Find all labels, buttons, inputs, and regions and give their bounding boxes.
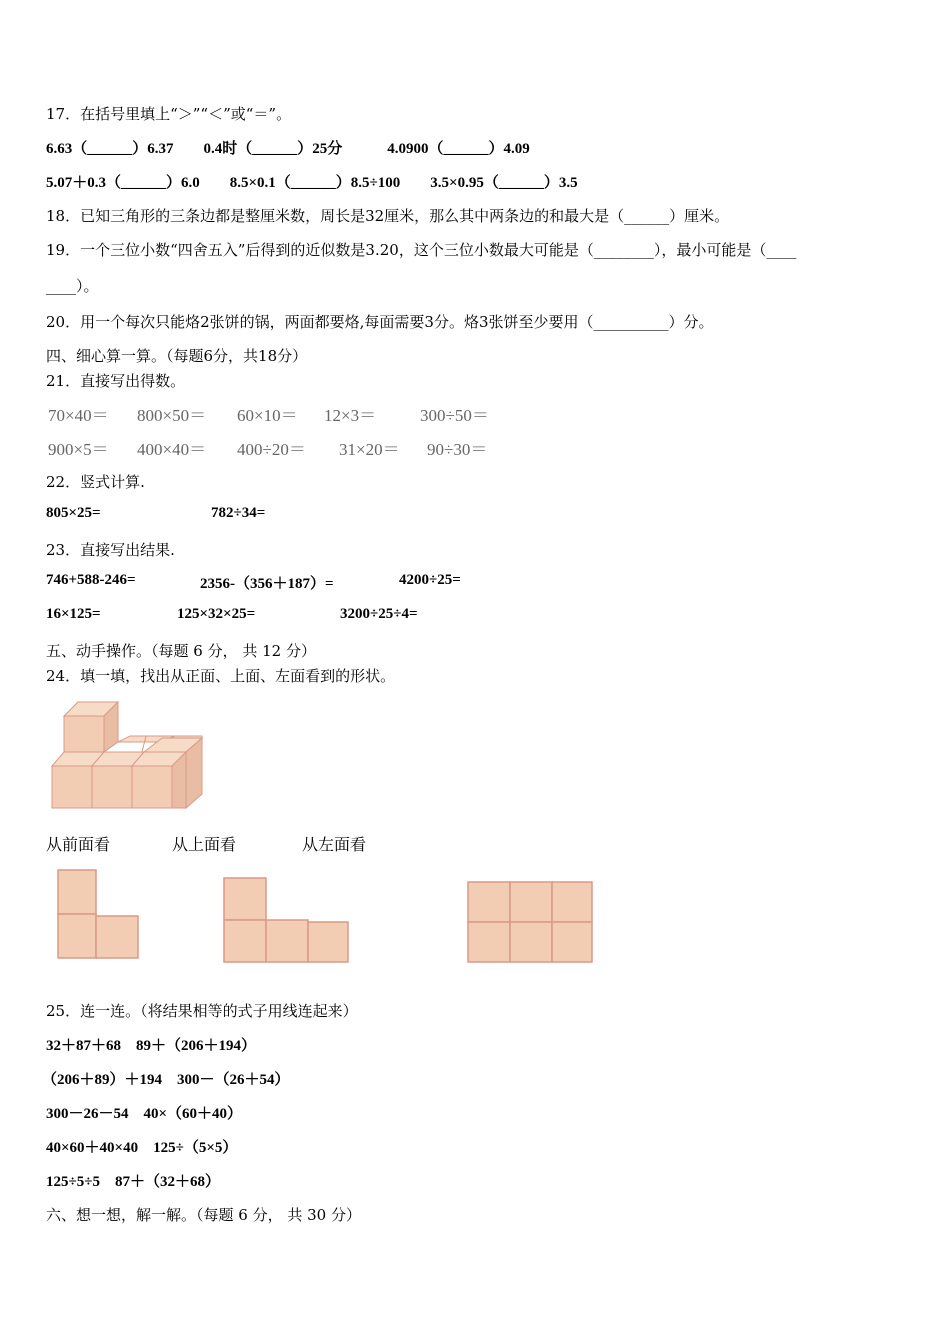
q22-item: 805×25=: [46, 505, 101, 521]
q22-item: 782÷34=: [211, 505, 266, 521]
q17-row-2: 5.07＋0.3（______）6.0 8.5×0.1（______）8.5÷100 3.5×0.95（______）3.5: [46, 175, 578, 191]
view-shape-1: [56, 868, 142, 962]
q23-item: 16×125=: [46, 606, 101, 622]
q25-row: （206＋89）＋194 300－（26＋54）: [42, 1072, 290, 1088]
q19-line-2: ____）。: [46, 277, 99, 295]
caption-front-view: 从前面看: [46, 835, 111, 854]
q18: 18．已知三角形的三条边都是整厘米数，周长是32厘米，那么其中两条边的和最大是（______）厘米。: [46, 207, 730, 225]
calc-item: 400÷20＝: [237, 440, 306, 459]
q23-item: 3200÷25÷4=: [340, 606, 418, 622]
q17-row-1: 6.63（______）6.37 0.4时（______）25分 4.0900（______）4.09: [46, 141, 530, 157]
caption-left-view: 从左面看: [302, 835, 367, 854]
q23-item: 2356-（356＋187）=: [200, 576, 334, 592]
q21-title: 21．直接写出得数。: [46, 372, 186, 390]
calc-item: 31×20＝: [339, 440, 400, 459]
calc-item: 90÷30＝: [427, 440, 488, 459]
calc-item: 900×5＝: [48, 440, 109, 459]
section-6-heading: 六、想一想，解一解。（每题 6 分， 共 30 分）: [46, 1206, 361, 1224]
q17-title: 17．在括号里填上“＞”“＜”或“＝”。: [46, 105, 292, 123]
q25-row: 125÷5÷5 87＋（32＋68）: [46, 1174, 220, 1190]
section-4-heading: 四、细心算一算。（每题6分，共18分）: [46, 347, 308, 365]
caption-top-view: 从上面看: [172, 835, 237, 854]
calc-item: 400×40＝: [137, 440, 207, 459]
calc-item: 300÷50＝: [420, 406, 489, 425]
view-shape-2: [222, 876, 352, 966]
q25-row: 40×60＋40×40 125÷（5×5）: [46, 1140, 238, 1156]
q23-item: 4200÷25=: [399, 572, 461, 588]
q23-item: 746+588-246=: [46, 572, 136, 588]
q25-row: 32＋87＋68 89＋（206＋194）: [46, 1038, 257, 1054]
view-shape-3: [466, 880, 594, 964]
q22-title: 22．竖式计算.: [46, 473, 145, 491]
q25-title: 25．连一连。（将结果相等的式子用线连起来）: [46, 1002, 358, 1020]
q23-item: 125×32×25=: [177, 606, 256, 622]
calc-item: 60×10＝: [237, 406, 298, 425]
cube-arrangement-figure: [46, 696, 216, 812]
calc-item: 70×40＝: [48, 406, 109, 425]
q19-line-1: 19．一个三位小数“四舍五入”后得到的近似数是3.20，这个三位小数最大可能是（________），最小可能是（____: [46, 241, 797, 259]
q25-row: 300－26－54 40×（60＋40）: [46, 1106, 243, 1122]
calc-item: 12×3＝: [324, 406, 377, 425]
q24-title: 24．填一填，找出从正面、上面、左面看到的形状。: [46, 667, 396, 685]
q23-title: 23．直接写出结果.: [46, 541, 175, 559]
section-5-heading: 五、动手操作。（每题 6 分， 共 12 分）: [46, 642, 316, 660]
calc-item: 800×50＝: [137, 406, 207, 425]
q20: 20．用一个每次只能烙2张饼的锅，两面都要烙,每面需要3分。烙3张饼至少要用（__________）分。: [46, 313, 714, 331]
